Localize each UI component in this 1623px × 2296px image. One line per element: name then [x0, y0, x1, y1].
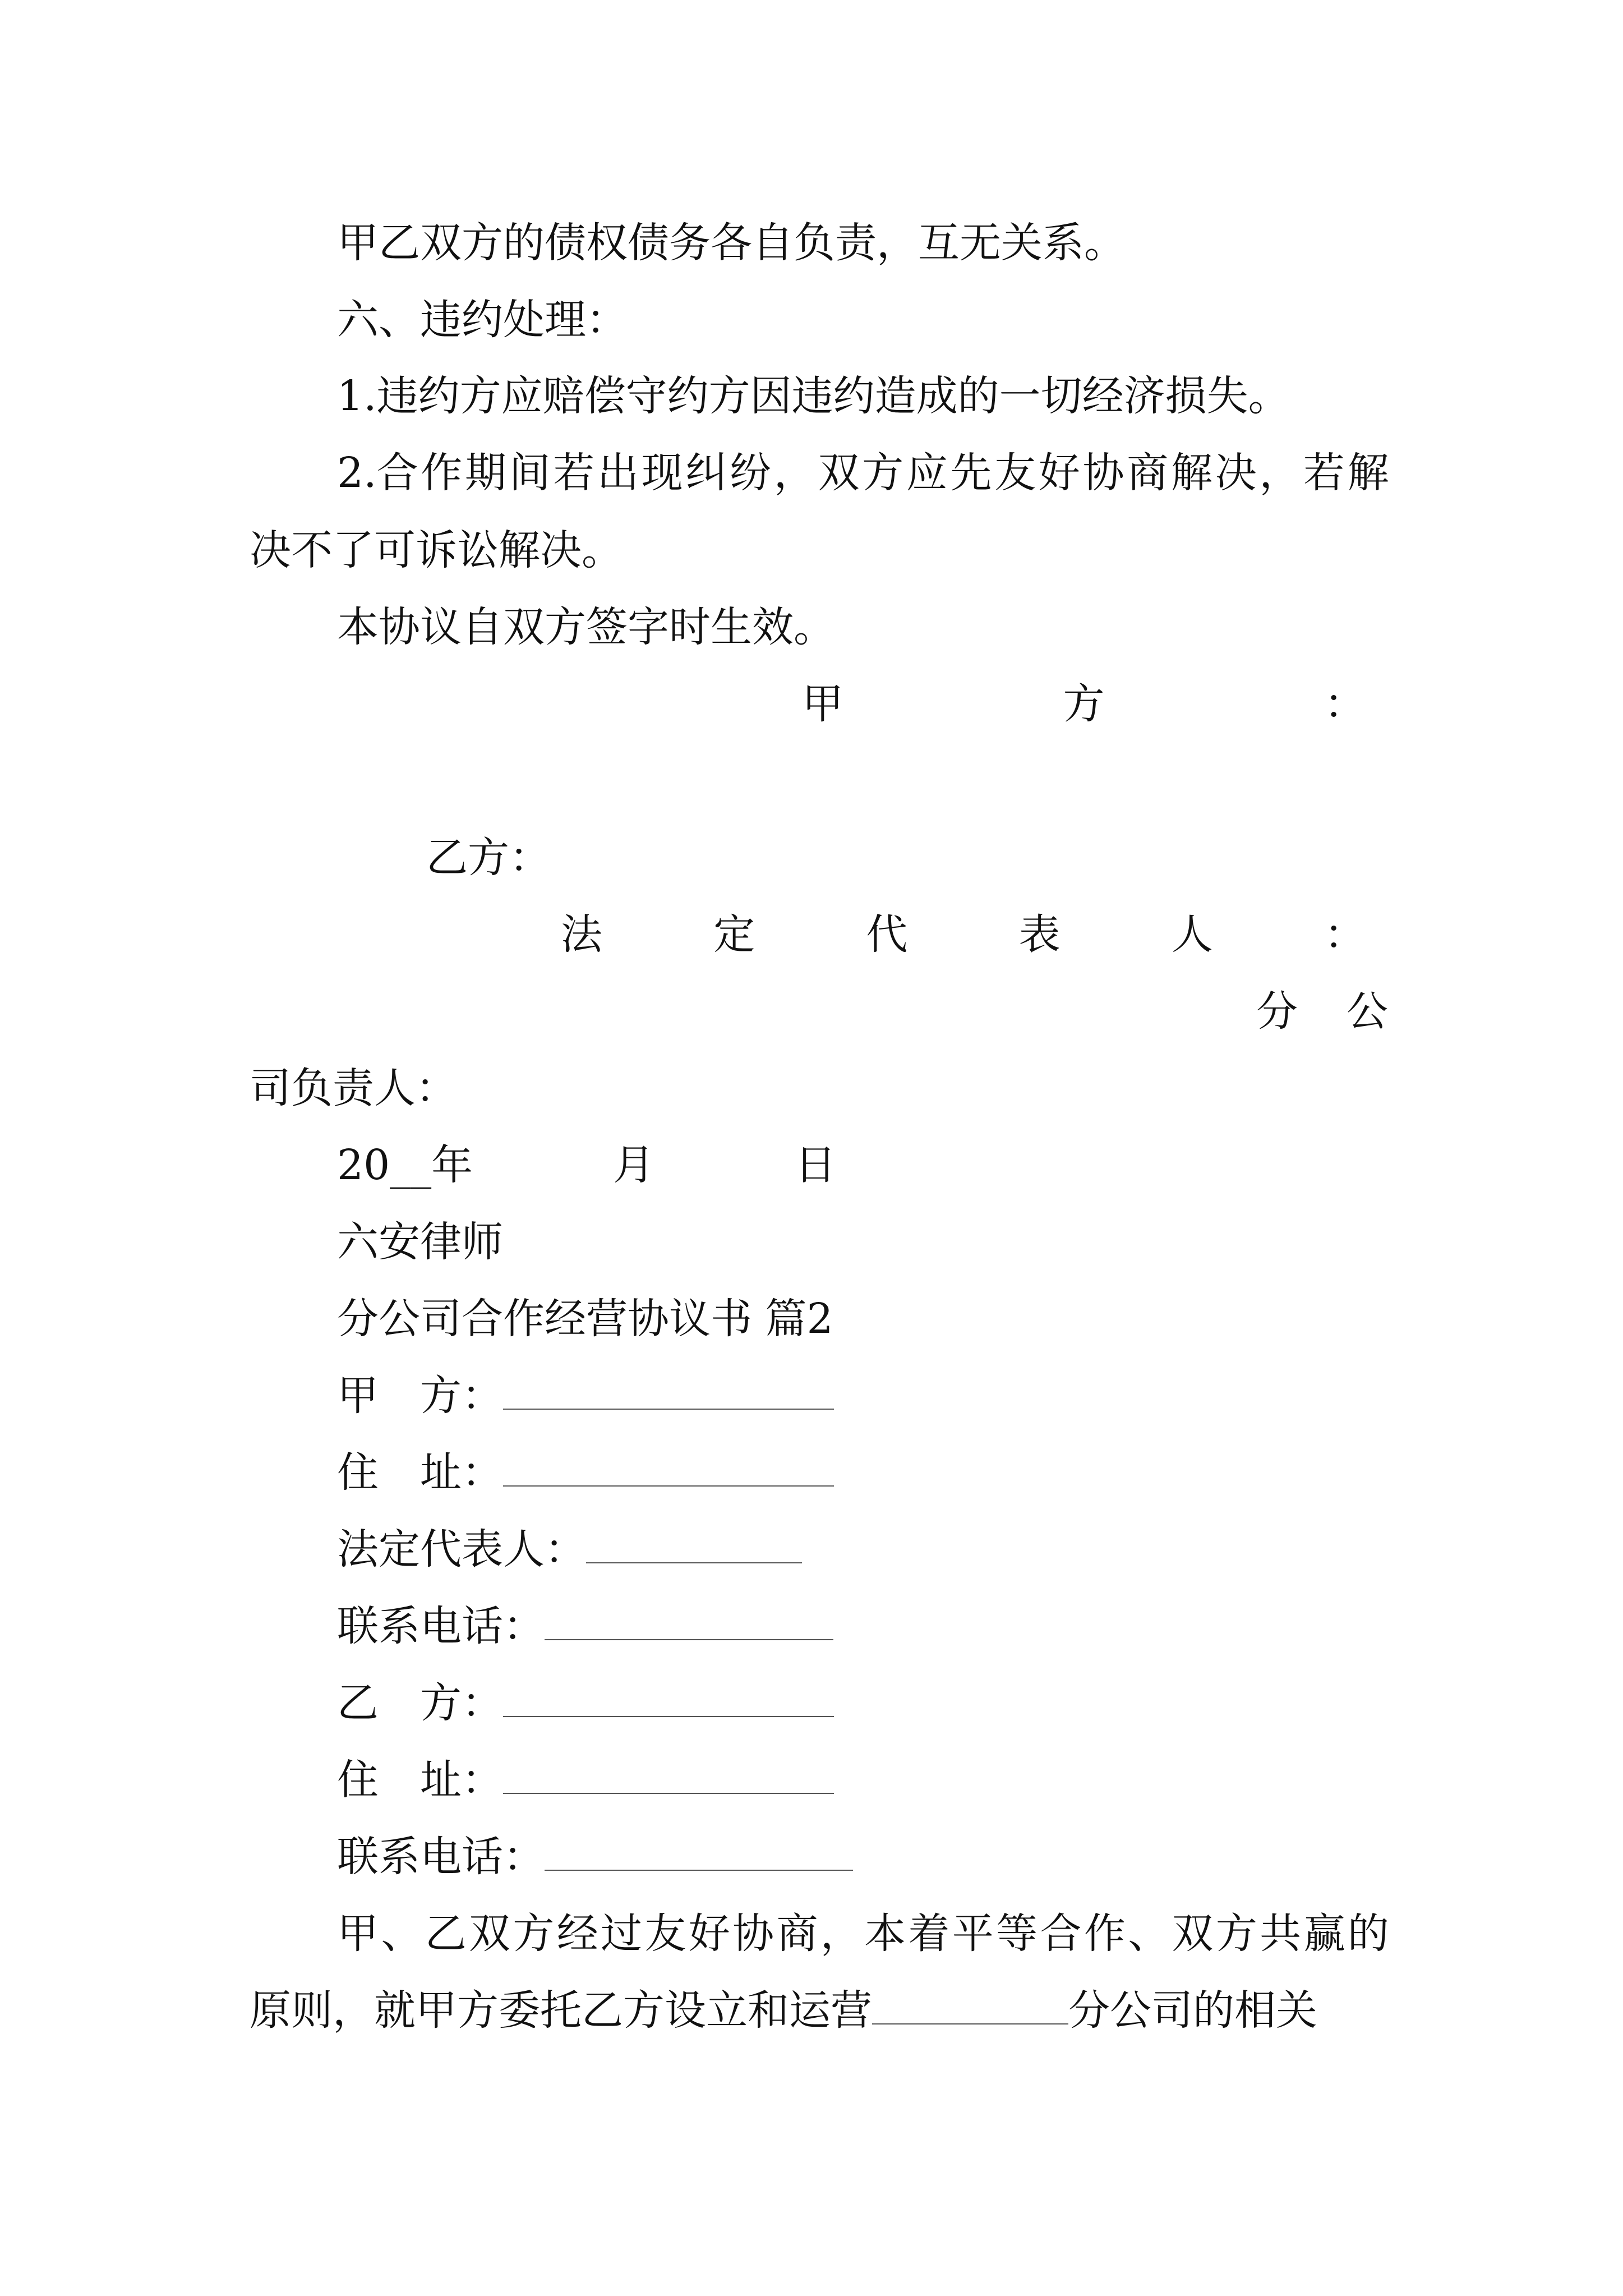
branch-head-line2: 司负责人：: [250, 1064, 457, 1112]
agreement-title-2: 分公司合作经营协议书 篇2: [337, 1295, 833, 1343]
date-month: 月: [613, 1141, 655, 1189]
intro-char: 乙: [425, 1910, 467, 1958]
breach-item-2-char: 作: [421, 449, 463, 497]
breach-item-2-char: 出: [597, 449, 639, 497]
breach-item-2-char: 解: [1170, 449, 1212, 497]
intro-line1: [337, 1910, 1389, 1958]
party-a-sig-char: ：: [1324, 680, 1366, 728]
date-day: 日: [795, 1141, 837, 1189]
address-a-blank[interactable]: [503, 1452, 834, 1487]
breach-item-1: 1.违约方应赔偿守约方因违约造成的一切经济损失。: [337, 372, 1290, 420]
breach-item-2-char: 决: [1215, 449, 1257, 497]
field-legal-rep: [337, 1525, 802, 1573]
intro-char: 方: [1215, 1910, 1257, 1958]
field-phone-a: [337, 1602, 833, 1650]
field-label: 住: [337, 1756, 379, 1804]
intro-text: 分公司的相关: [1068, 1986, 1317, 2035]
intro-text: 原则，就甲方委托乙方设立和运营: [250, 1986, 872, 2035]
breach-item-2-char: 若: [1303, 449, 1345, 497]
breach-item-2-char: 友: [994, 449, 1036, 497]
legal-rep-char: 人: [1171, 910, 1213, 959]
breach-item-2-char: 现: [641, 449, 683, 497]
party-a-blank[interactable]: [503, 1375, 834, 1410]
intro-char: 好: [688, 1910, 730, 1958]
breach-item-2-char: 双: [818, 449, 860, 497]
intro-char: 双: [1172, 1910, 1214, 1958]
breach-item-2-char: 若: [553, 449, 595, 497]
breach-item-2-char: 应: [906, 449, 948, 497]
intro-char: 的: [1347, 1910, 1389, 1958]
breach-item-2-char: ，: [1259, 449, 1301, 497]
breach-item-2-line1: [337, 449, 1389, 497]
field-colon: ：: [462, 1679, 503, 1727]
party-a-signature: [802, 680, 1366, 728]
field-label: 方: [420, 1679, 462, 1727]
field-address-b: [337, 1756, 834, 1804]
breach-item-2-char: 期: [464, 449, 506, 497]
breach-item-2-line2: 决不了可诉讼解决。: [250, 526, 623, 574]
branch-head-line1: [1256, 987, 1388, 1036]
party-b-signature: 乙方：: [426, 834, 551, 882]
breach-item-2-char: 解: [1347, 449, 1389, 497]
effective-clause: 本协议自双方签字时生效。: [337, 603, 835, 651]
intro-char: 赢: [1303, 1910, 1345, 1958]
field-colon: ：: [462, 1448, 503, 1497]
intro-char: 商: [776, 1910, 818, 1958]
address-b-blank[interactable]: [503, 1759, 834, 1794]
intro-char: 平: [952, 1910, 994, 1958]
breach-item-2-char: 2.合: [337, 449, 418, 497]
intro-char: 共: [1260, 1910, 1302, 1958]
intro-char: 经: [556, 1910, 598, 1958]
field-label: 法定代表人：: [337, 1525, 586, 1573]
intro-char: 作: [1083, 1910, 1126, 1958]
legal-rep-char: 代: [866, 910, 908, 959]
intro-line2: [250, 1986, 1317, 2035]
breach-item-2-char: ，: [773, 449, 815, 497]
field-colon: ：: [462, 1372, 503, 1420]
section-heading-breach: 六、违约处理：: [337, 296, 628, 344]
field-party-a: [337, 1372, 834, 1420]
field-colon: ：: [462, 1756, 503, 1804]
field-label: 联系电话：: [337, 1833, 545, 1881]
field-party-b: [337, 1679, 834, 1727]
intro-char: 合: [1040, 1910, 1082, 1958]
legal-rep-blank[interactable]: [586, 1529, 802, 1563]
phone-b-blank[interactable]: [545, 1836, 853, 1871]
party-a-sig-char: 甲: [802, 680, 843, 728]
party-b-blank[interactable]: [503, 1682, 834, 1717]
field-label: 联系电话：: [337, 1602, 545, 1650]
branch-head-char: 分: [1256, 987, 1298, 1036]
intro-char: 双: [469, 1910, 511, 1958]
breach-item-2-char: 方: [862, 449, 904, 497]
field-label: 住: [337, 1448, 379, 1497]
field-phone-b: [337, 1833, 853, 1881]
intro-char: 甲: [337, 1910, 379, 1958]
legal-rep-char: 定: [713, 910, 755, 959]
breach-item-2-char: 纠: [685, 449, 727, 497]
intro-char: 过: [601, 1910, 643, 1958]
branch-name-blank[interactable]: [872, 1990, 1068, 2024]
breach-item-2-char: 商: [1127, 449, 1169, 497]
intro-char: 、: [1128, 1910, 1170, 1958]
legal-rep-char: 表: [1018, 910, 1061, 959]
branch-head-char: 公: [1347, 987, 1388, 1036]
field-label: 址: [420, 1756, 462, 1804]
intro-char: 、: [381, 1910, 423, 1958]
phone-a-blank[interactable]: [545, 1605, 833, 1640]
field-label: 址: [420, 1448, 462, 1497]
breach-item-2-char: 先: [950, 449, 992, 497]
intro-char: ，: [820, 1910, 862, 1958]
breach-item-2-char: 协: [1082, 449, 1124, 497]
legal-rep-signature: [561, 910, 1366, 959]
intro-char: 等: [996, 1910, 1038, 1958]
intro-char: 着: [908, 1910, 950, 1958]
field-label: 方: [420, 1372, 462, 1420]
source-line: 六安律师: [337, 1218, 503, 1266]
paragraph-debts: 甲乙双方的债权债务各自负责，互无关系。: [337, 219, 1126, 267]
party-a-sig-char: 方: [1063, 680, 1105, 728]
field-label: 乙: [337, 1679, 379, 1727]
field-address-a: [337, 1448, 834, 1497]
intro-char: 方: [513, 1910, 555, 1958]
signature-date: [337, 1141, 837, 1189]
intro-char: 友: [644, 1910, 686, 1958]
intro-char: 本: [864, 1910, 906, 1958]
legal-rep-char: 法: [561, 910, 602, 959]
legal-rep-char: ：: [1324, 910, 1366, 959]
intro-char: 协: [732, 1910, 774, 1958]
breach-item-2-char: 间: [509, 449, 551, 497]
field-label: 甲: [337, 1372, 379, 1420]
breach-item-2-char: 好: [1038, 449, 1080, 497]
date-year: 20__年: [337, 1141, 473, 1189]
breach-item-2-char: 纷: [730, 449, 772, 497]
